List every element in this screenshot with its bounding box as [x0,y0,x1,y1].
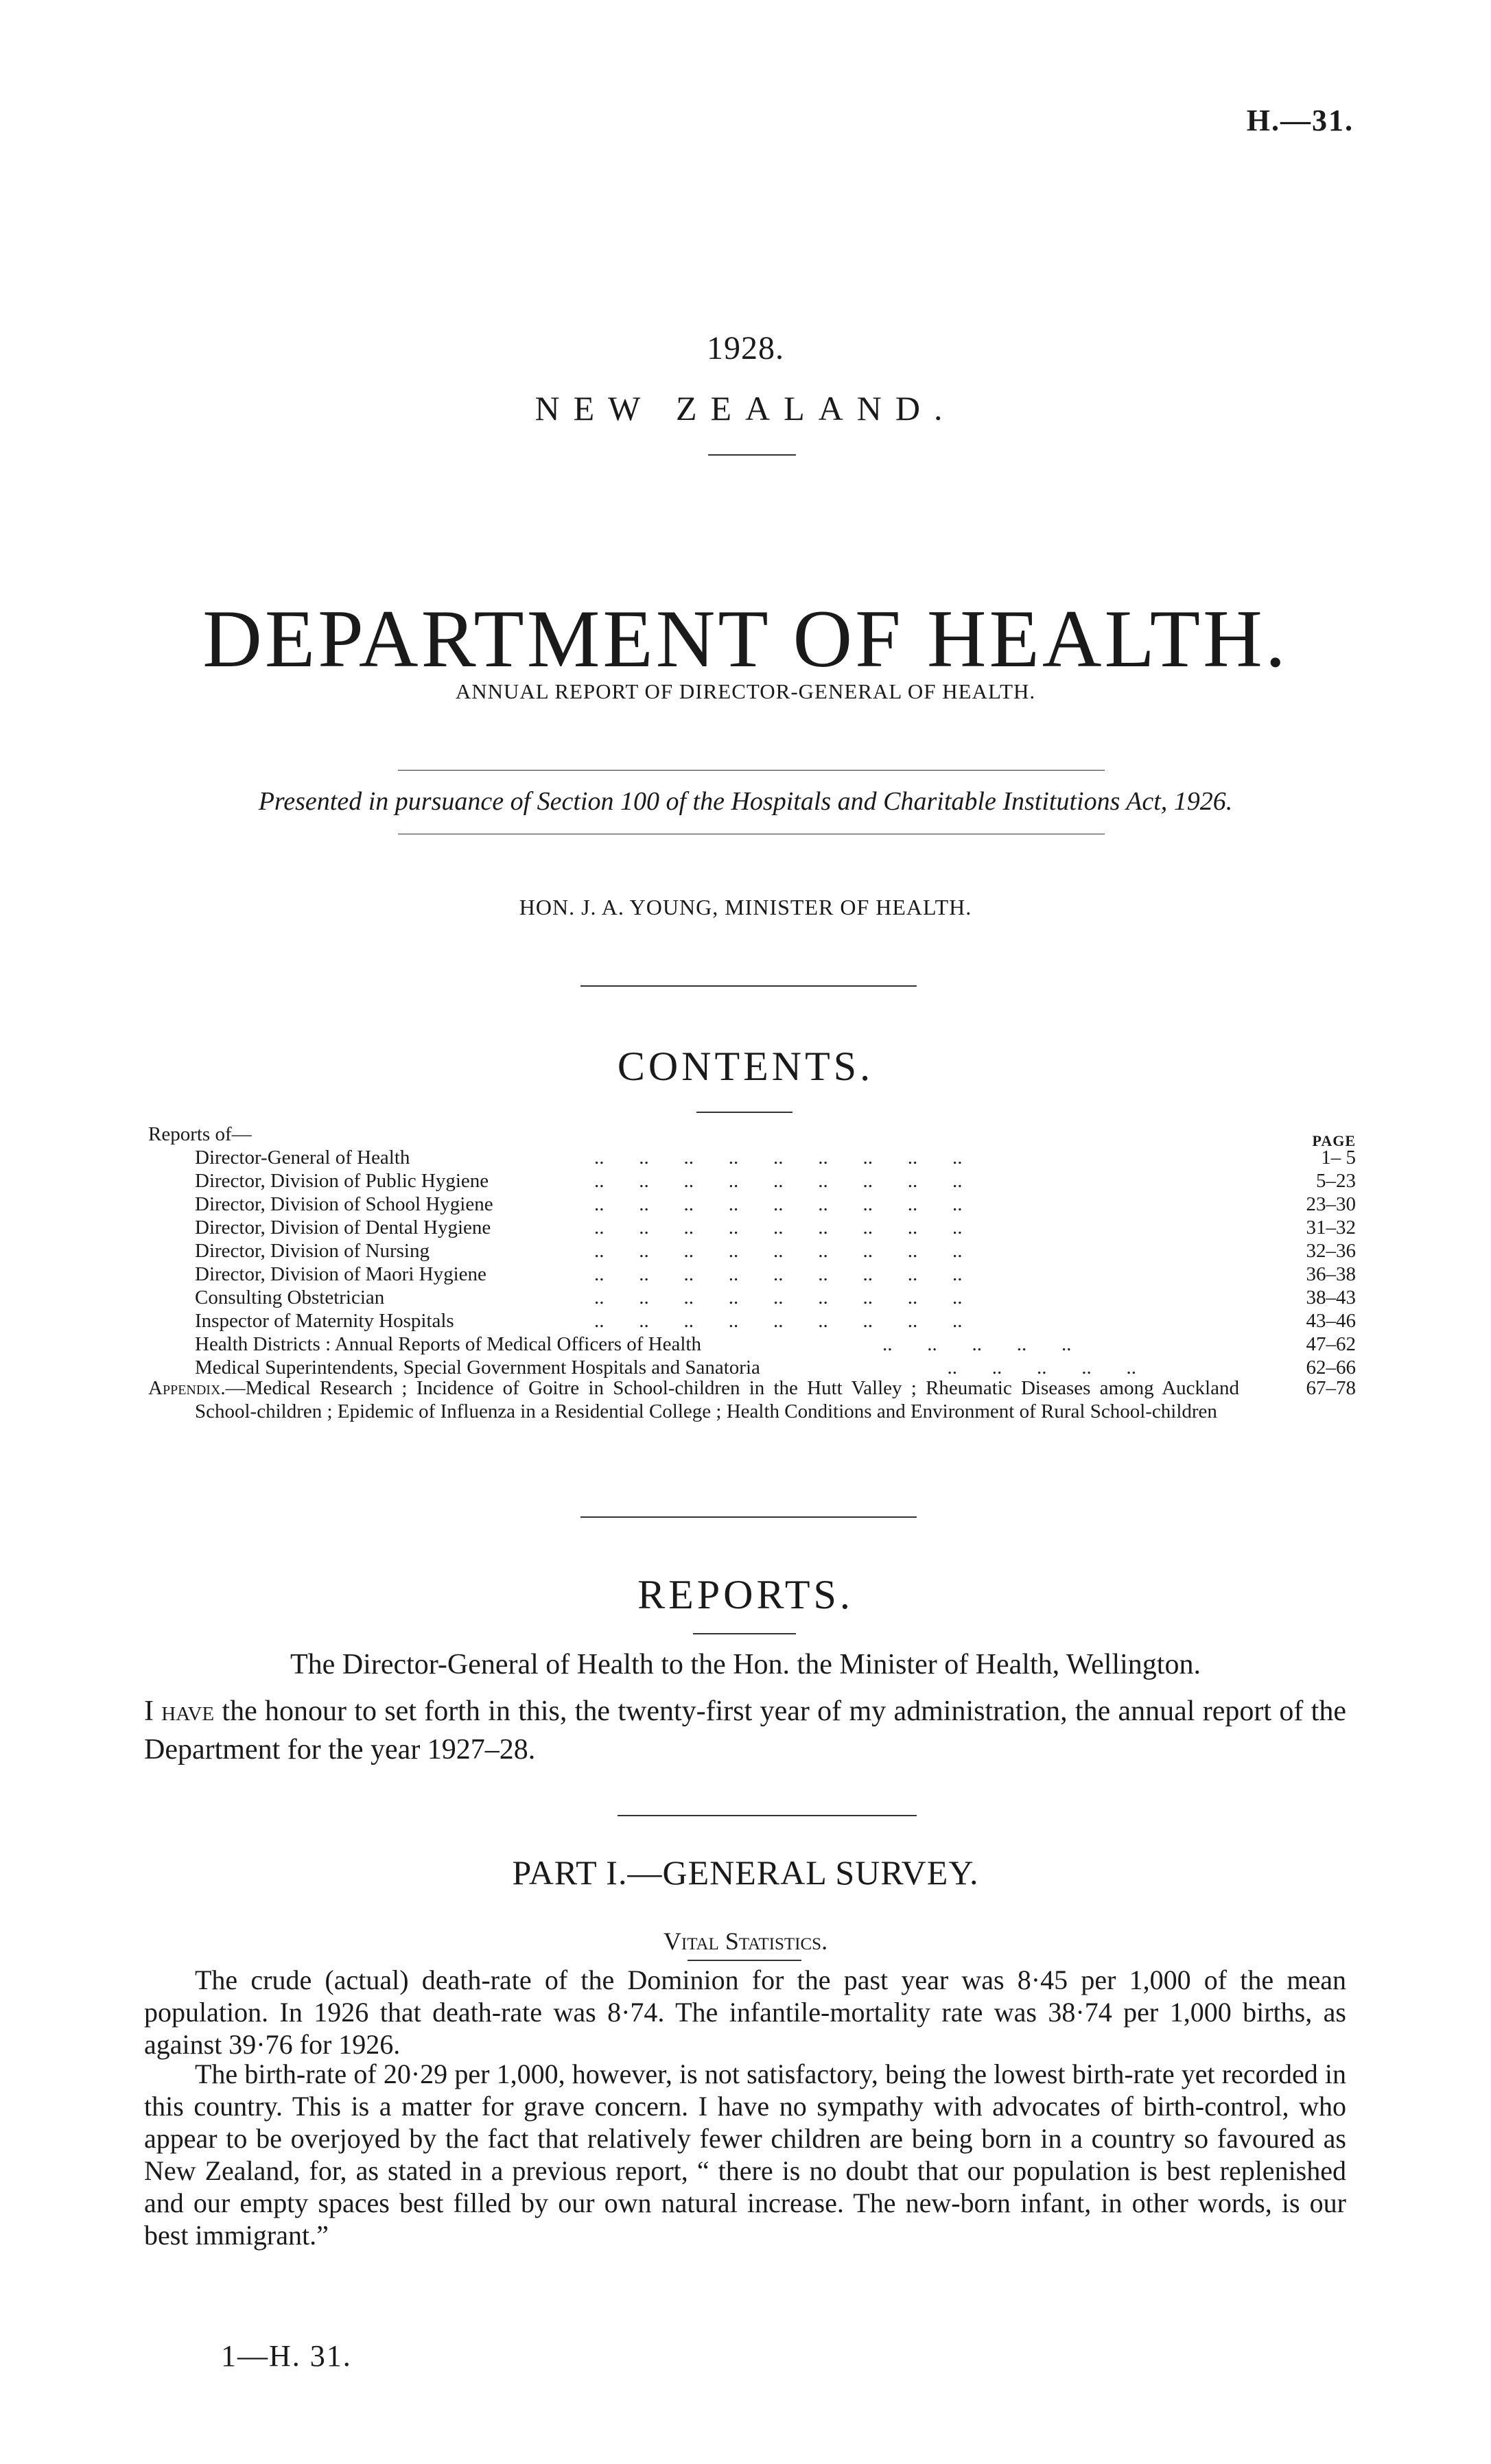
contents-item-title: Director, Division of Public Hygiene [195,1170,489,1192]
contents-item-page: 36–38 [1306,1263,1356,1285]
minister-line: HON. J. A. YOUNG, MINISTER OF HEALTH. [519,895,972,919]
report-address: The Director-General of Health to the Hon. the Minister of Health, Wellington. [290,1649,1201,1680]
body-paragraph: The birth-rate of 20·29 per 1,000, however, is not satisfactory, being the lowest birth-rate yet recorded in this country. This is a matter for grave concern. I have no sympathy with advocates of birth-control, who appear to be overjoyed by the fact that relatively fewer children are being born in a country so favoured as New Zealand, for, as stated in a previous report, “ there is no doubt that our population is best replenished and our empty spaces best filled by our own natural increase. The new-born infant, in other words, is our best immigrant.” [144,2058,1346,2251]
contents-item-page: 5–23 [1316,1170,1356,1192]
leader-dots: .. .. .. .. .. .. .. .. .. [594,1310,963,1332]
contents-row [148,1193,1356,1216]
divider [398,770,1105,771]
contents-item-title: Director, Division of School Hygiene [195,1193,493,1215]
contents-row [148,1356,1356,1379]
intro-paragraph [144,1692,1346,1769]
leader-dots: .. .. .. .. .. [937,1357,1136,1378]
contents-item-page: 23–30 [1306,1193,1356,1215]
leader-dots: .. .. .. .. .. .. .. .. .. [594,1170,963,1192]
presented-line: Presented in pursuance of Section 100 of the Hospitals and Charitable Institutions Act, 1926. [258,787,1233,816]
divider [618,1815,917,1816]
contents-item-page: 32–36 [1306,1240,1356,1262]
contents-item-title: Health Districts : Annual Reports of Medical Officers of Health [195,1333,701,1355]
intro-text: the honour to set forth in this, the twenty-first year of my administration, the annual report of the Department for the year 1927–28. [144,1696,1346,1765]
report-year: 1928. [707,330,784,366]
contents-item-title: Medical Superintendents, Special Government Hospitals and Sanatoria [195,1357,760,1378]
leader-dots: .. .. .. .. .. .. .. .. .. [594,1147,963,1169]
contents-item-title: Director, Division of Dental Hygiene [195,1217,491,1239]
document-reference: H.—31. [1246,104,1354,137]
contents-item-page: 43–46 [1306,1310,1356,1332]
body-paragraph: The crude (actual) death-rate of the Dominion for the past year was 8·45 per 1,000 of the mean population. In 1926 that death-rate was 8·74. The infantile-mortality rate was 38·74 per 1,000 births, as against 39·76 for 1926. [144,1964,1346,2060]
contents-row [148,1333,1356,1356]
contents-item-page: 62–66 [1306,1357,1356,1378]
footer-reference: 1—H. 31. [221,2339,352,2373]
reports-label: Reports of— [148,1123,252,1145]
appendix-label: Appendix. [148,1377,226,1399]
contents-row [148,1309,1356,1333]
leader-dots: .. .. .. .. .. .. .. .. .. [594,1287,963,1309]
section-heading: Vital Statistics. [663,1927,828,1955]
divider [693,1633,796,1634]
contents-item-title: Consulting Obstetrician [195,1287,385,1309]
contents-row [148,1263,1356,1286]
divider [688,1960,801,1961]
contents-row [148,1286,1356,1309]
divider [708,454,796,456]
country-title: NEW ZEALAND. [535,389,956,427]
appendix-description: —Medical Research ; Incidence of Goitre in School-children in the Hutt Valley ; Rheumatic Diseases among Auckland School-children ; Epidemic of Influenza in a Residential College ; Health Conditions and Environment of Rural School-children [195,1377,1239,1422]
contents-item-title: Director, Division of Nursing [195,1240,430,1262]
contents-row [148,1216,1356,1239]
contents-row [148,1169,1356,1193]
contents-item-page: 1– 5 [1321,1147,1356,1169]
contents-item-title: Director-General of Health [195,1147,410,1169]
contents-item-title: Director, Division of Maori Hygiene [195,1263,486,1285]
reports-heading: REPORTS. [637,1572,854,1617]
part-heading: PART I.—GENERAL SURVEY. [512,1853,979,1892]
report-subtitle: ANNUAL REPORT OF DIRECTOR-GENERAL OF HEALTH. [455,679,1036,703]
leader-dots: .. .. .. .. .. .. .. .. .. [594,1217,963,1239]
contents-row [148,1239,1356,1263]
leader-dots: .. .. .. .. .. [882,1333,1072,1355]
contents-item-title: Inspector of Maternity Hospitals [195,1310,454,1332]
appendix-page: 67–78 [1306,1377,1356,1399]
divider [580,1516,917,1518]
leader-dots: .. .. .. .. .. .. .. .. .. [594,1193,963,1215]
contents-row [148,1146,1356,1169]
leader-dots: .. .. .. .. .. .. .. .. .. [594,1263,963,1285]
divider [580,985,917,987]
intro-lead: I have [144,1696,215,1727]
page-column-header: PAGE [1312,1132,1356,1149]
contents-item-page: 47–62 [1306,1333,1356,1355]
leader-dots: .. .. .. .. .. .. .. .. .. [594,1240,963,1262]
contents-heading: CONTENTS. [617,1044,874,1089]
contents-item-page: 38–43 [1306,1287,1356,1309]
appendix-text [148,1376,1239,1423]
department-title: DEPARTMENT OF HEALTH. [202,593,1289,684]
divider [696,1112,793,1113]
contents-item-page: 31–32 [1306,1217,1356,1239]
